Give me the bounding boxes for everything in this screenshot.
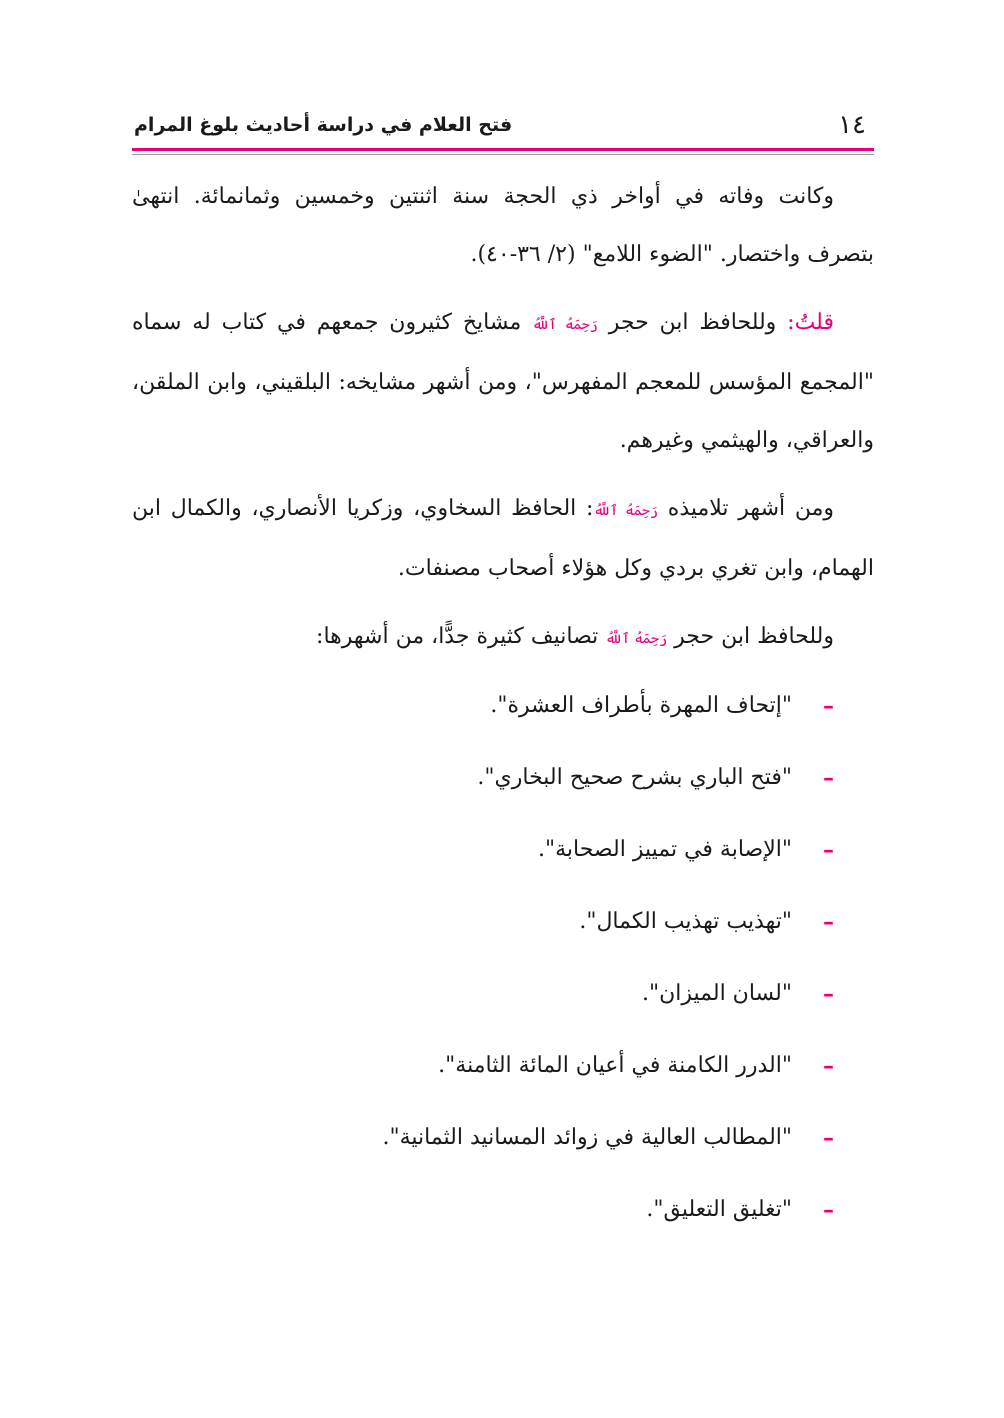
header-rule-secondary	[132, 154, 874, 155]
header-rule-accent	[132, 148, 874, 151]
list-item	[132, 826, 874, 898]
paragraph-text: وكانت وفاته في أواخر ذي الحجة سنة اثنتين وخمسين وثمانمائة. انتهىٰ بتصرف واختصار. "الضوء اللامع" (٢/ ٣٦-٤٠).	[132, 184, 874, 267]
book-title: "تغليق التعليق".	[646, 1197, 792, 1222]
list-dash: –	[823, 837, 834, 863]
book-title: "إتحاف المهرة بأطراف العشرة".	[490, 693, 792, 718]
paragraph-text: وللحافظ ابن حجر	[597, 310, 788, 335]
book-title: "تهذيب تهذيب الكمال".	[579, 909, 792, 934]
paragraph-text: مشايخ كثيرون جمعهم في كتاب له سماه "المجمع المؤسس للمعجم المفهرس"، ومن أشهر مشايخه: البلقيني، وابن الملقن، والعراقي، والهيثمي وغيرهم.	[132, 310, 874, 453]
works-list	[132, 682, 874, 1258]
book-title: "الإصابة في تمييز الصحابة".	[538, 837, 792, 862]
paragraph-text: ومن أشهر تلاميذه	[658, 496, 835, 521]
list-dash: –	[823, 693, 834, 719]
list-dash: –	[823, 909, 834, 935]
list-item	[132, 754, 874, 826]
paragraph-text: وللحافظ ابن حجر	[667, 624, 834, 649]
list-item	[132, 1114, 874, 1186]
paragraph-teachers	[132, 294, 874, 470]
book-title: "الدرر الكامنة في أعيان المائة الثامنة".	[438, 1053, 792, 1078]
list-dash: –	[823, 981, 834, 1007]
paragraph-text: : الحافظ السخاوي، وزكريا الأنصاري، والكمال ابن الهمام، وابن تغري بردي وكل هؤلاء أصحاب مصنفات.	[132, 496, 874, 581]
list-dash: –	[823, 765, 834, 791]
honorific-symbol: رَحِمَهُ ٱللَّهُ	[605, 631, 668, 647]
list-dash: –	[823, 1197, 834, 1223]
list-item	[132, 682, 874, 754]
list-dash: –	[823, 1053, 834, 1079]
list-item	[132, 1042, 874, 1114]
qultu-lead: قلتُ:	[787, 310, 834, 335]
page-body	[132, 168, 874, 1258]
list-item	[132, 1186, 874, 1258]
list-dash: –	[823, 1125, 834, 1151]
page-header	[132, 108, 874, 144]
paragraph-text: تصانيف كثيرة جدًّا، من أشهرها:	[316, 624, 606, 649]
honorific-symbol: رَحِمَهُ ٱللَّهُ	[532, 317, 598, 333]
page-number: ١٤	[838, 110, 866, 140]
book-title: "لسان الميزان".	[642, 981, 792, 1006]
running-title: فتح العلام في دراسة أحاديث بلوغ المرام	[134, 114, 513, 136]
list-item	[132, 970, 874, 1042]
book-title: "فتح الباري بشرح صحيح البخاري".	[477, 765, 792, 790]
paragraph-works-intro	[132, 608, 874, 668]
honorific-symbol: رَحِمَهُ ٱللَّهُ	[593, 503, 659, 519]
paragraph-students	[132, 480, 874, 598]
list-item	[132, 898, 874, 970]
paragraph-death-note	[132, 168, 874, 284]
book-title: "المطالب العالية في زوائد المسانيد الثمانية".	[382, 1125, 792, 1150]
